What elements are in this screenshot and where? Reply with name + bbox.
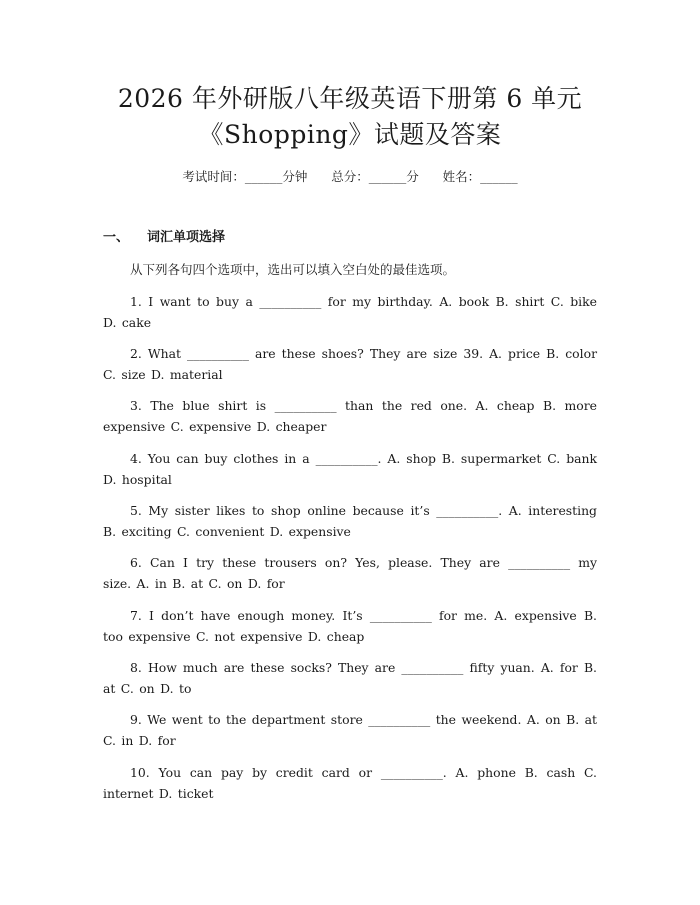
question-10: 10. You can pay by credit card or __________. A. phone B. cash C. internet D. ticket bbox=[103, 765, 597, 801]
document-title-line-1: 2026 年外研版八年级英语下册第 6 单元 bbox=[117, 84, 583, 113]
section-title: 词汇单项选择 bbox=[147, 230, 226, 245]
question-5: 5. My sister likes to shop online because it’s __________. A. interesting B. exciting C. convenient D. expensive bbox=[103, 503, 597, 539]
question-9: 9. We went to the department store __________ the weekend. A. on B. at C. in D. for bbox=[103, 712, 597, 748]
question-6: 6. Can I try these trousers on? Yes, please. They are __________ my size. A. in B. at C. on D. for bbox=[103, 555, 597, 591]
question-4: 4. You can buy clothes in a __________. A. shop B. supermarket C. bank D. hospital bbox=[103, 451, 597, 487]
question-2: 2. What __________ are these shoes? They are size 39. A. price B. color C. size D. material bbox=[103, 346, 597, 382]
question-8: 8. How much are these socks? They are __________ fifty yuan. A. for B. at C. on D. to bbox=[103, 660, 597, 696]
document-title-line-2: 《Shopping》试题及答案 bbox=[198, 120, 502, 149]
question-1: 1. I want to buy a __________ for my birthday. A. book B. shirt C. bike D. cake bbox=[103, 294, 597, 330]
section-number: 一、 bbox=[103, 230, 130, 245]
exam-info-line: 考试时间：______分钟 总分：______分 姓名：______ bbox=[182, 169, 518, 184]
section-instruction: 从下列各句四个选项中，选出可以填入空白处的最佳选项。 bbox=[130, 262, 456, 277]
question-7: 7. I don’t have enough money. It’s __________ for me. A. expensive B. too expensive C. not expensive D. cheap bbox=[103, 608, 597, 644]
question-3: 3. The blue shirt is __________ than the red one. A. cheap B. more expensive C. expensive D. cheaper bbox=[103, 398, 597, 434]
section-heading bbox=[103, 229, 225, 247]
